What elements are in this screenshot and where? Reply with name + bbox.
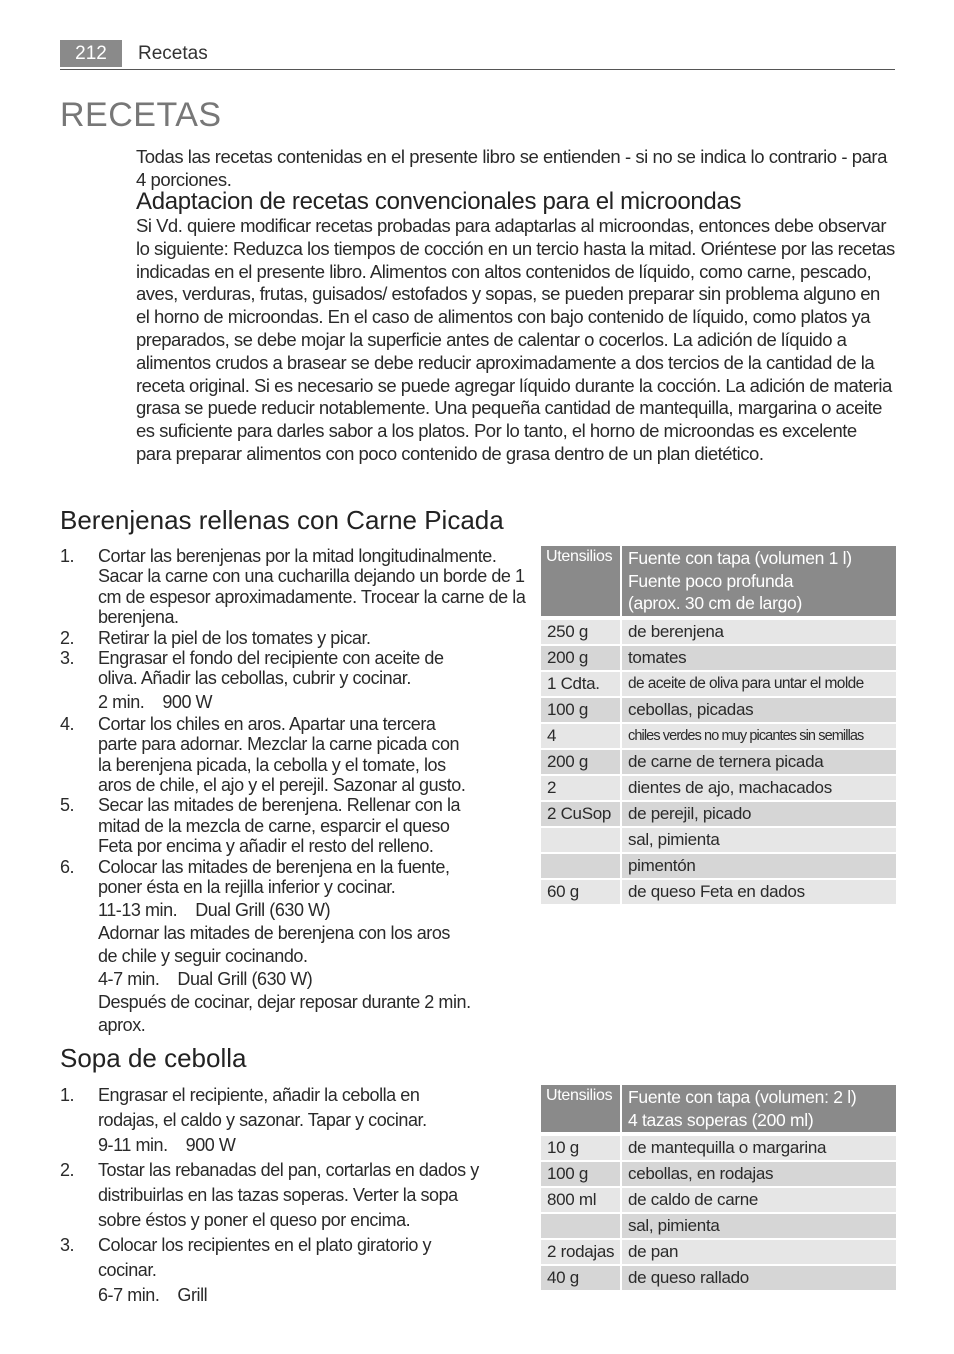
step-text: Secar las mitades de berenjena. Rellenar con la mitad de la mezcla de carne, esparcir el queso Feta por encima y añadir el resto del relleno. (98, 795, 461, 857)
step-text: Colocar las mitades de berenjena en la fuente, poner ésta en la rejilla inferior y cocinar. (98, 856, 450, 898)
ingredient-name: sal, pimienta (622, 828, 896, 852)
utensils-list (622, 1085, 896, 1132)
cooking-time: 6-7 min. (98, 1285, 160, 1305)
step-text: Cortar las berenjenas por la mitad longitudinalmente. Sacar la carne con una cucharilla dejando un borde de 1 cm de espesor aproximadamente. Trocear la carne de la berenjena. (98, 546, 526, 628)
step-item (60, 1158, 490, 1233)
step-item (60, 546, 530, 628)
ingredients-table-berenjenas (541, 546, 896, 904)
intro-paragraph: Todas las recetas contenidas en el presente libro se entienden - si no se indica lo contrario - para 4 porciones. (136, 146, 887, 190)
ingredient-qty (541, 854, 622, 878)
table-row (541, 670, 896, 696)
utensils-list (622, 546, 896, 616)
step-item (60, 648, 460, 689)
step-number: 1. (60, 1085, 75, 1105)
ingredient-qty: 2 (541, 776, 622, 800)
ingredient-qty: 60 g (541, 880, 622, 904)
ingredient-qty: 1 Cdta. (541, 672, 622, 696)
table-row (541, 1186, 896, 1212)
cooking-time: 11-13 min. (98, 899, 178, 920)
page-number: 212 (60, 40, 122, 67)
utensils-label: Utensilios (541, 546, 622, 616)
step-number: 2. (60, 1160, 75, 1180)
ingredient-name: de caldo de carne (622, 1188, 896, 1212)
ingredients-table-sopa (541, 1085, 896, 1290)
ingredient-qty: 100 g (541, 1162, 622, 1186)
cooking-setting (60, 1133, 500, 1158)
step-number: 1. (60, 546, 75, 566)
header-divider (60, 69, 895, 70)
ingredient-name: de berenjena (622, 620, 896, 644)
table-row (541, 1212, 896, 1238)
table-row (541, 1134, 896, 1160)
cooking-time: 4-7 min. (98, 968, 160, 989)
step-item (60, 795, 475, 856)
ingredient-name: cebollas, en rodajas (622, 1162, 896, 1186)
step-item (60, 1083, 460, 1133)
running-header: Recetas (138, 43, 208, 64)
utensil-line: Fuente con tapa (volumen 1 l) (628, 548, 852, 568)
step-text: Cortar los chiles en aros. Apartar una tercera parte para adornar. Mezclar la carne picada con la berenjena picada, la cebolla y el tomate, los aros de chile, el ajo y el perejil. Sazonar al gusto. (98, 713, 466, 796)
table-row (541, 1238, 896, 1264)
step-number: 3. (60, 648, 75, 669)
step-text: Colocar los recipientes en el plato giratorio y cocinar. (98, 1235, 432, 1280)
table-row (541, 618, 896, 644)
table-header (541, 546, 896, 616)
recipe-title-berenjenas: Berenjenas rellenas con Carne Picada (60, 505, 504, 535)
table-row (541, 1264, 896, 1290)
ingredient-qty: 10 g (541, 1136, 622, 1160)
utensil-line: (aprox. 30 cm de largo) (628, 593, 803, 613)
ingredient-name: chiles verdes no muy picantes sin semillas (622, 724, 896, 748)
ingredient-qty: 100 g (541, 698, 622, 722)
ingredient-qty (541, 828, 622, 852)
ingredient-qty: 800 ml (541, 1188, 622, 1212)
adaptation-paragraph: Si Vd. quiere modificar recetas probadas para adaptarlas al microondas, entonces debe observar lo siguiente: Reduzca los tiempos de cocción en un tercio hasta la mitad. Oriéntese por las recetas indicadas en el presente libro. Alimentos con altos contenidos de líquido, como carne, pescado, aves, verduras, frutas, guisados/ estofados y sopas, se pueden preparar sin problema alguno en el horno de microondas. En el caso de alimentos con bajo contenido de líquido, como platos ya preparados, se debe mojar la superficie antes de calentar o cocerlos. La adición de líquido a alimentos crudos a brasear se debe reducir aproximadamente a dos tercios de la cantidad de la receta original. Si es necesario se puede agregar líquido durante la cocción. La adición de materia grasa se puede reducir notablemente. Una pequeña cantidad de mantequilla, margarina o aceite es suficiente para darles sabor a los platos. Por lo tanto, el horno de microondas es excelente para preparar alimentos con poco contenido de grasa dentro de un plan dietético. (136, 215, 895, 464)
ingredient-qty: 2 rodajas (541, 1240, 622, 1264)
ingredient-name: de pan (622, 1240, 896, 1264)
step-number: 5. (60, 795, 75, 816)
adaptation-heading: Adaptacion de recetas convencionales para el microondas (136, 188, 742, 215)
ingredient-name: de mantequilla o margarina (622, 1136, 896, 1160)
ingredient-name: de perejil, picado (622, 802, 896, 826)
ingredient-name: cebollas, picadas (622, 698, 896, 722)
cooking-setting (60, 1283, 500, 1308)
cooking-setting (60, 899, 530, 922)
cooking-time: 2 min. (98, 691, 145, 712)
step-item (60, 857, 475, 898)
ingredient-name: de carne de ternera picada (622, 750, 896, 774)
table-row (541, 826, 896, 852)
table-row (541, 644, 896, 670)
utensil-line: 4 tazas soperas (200 ml) (628, 1109, 814, 1130)
recipe-title-sopa: Sopa de cebolla (60, 1043, 247, 1073)
ingredient-name: de aceite de oliva para untar el molde (622, 672, 896, 696)
cooking-power: 900 W (162, 691, 213, 712)
ingredient-qty: 4 (541, 724, 622, 748)
recipe-steps-berenjenas (60, 546, 530, 1037)
step-item (60, 1233, 480, 1283)
step-number: 2. (60, 627, 75, 648)
table-row (541, 878, 896, 904)
table-row (541, 722, 896, 748)
ingredient-qty: 200 g (541, 646, 622, 670)
table-row (541, 696, 896, 722)
page-title: RECETAS (60, 96, 222, 134)
table-header (541, 1085, 896, 1132)
ingredient-name: de queso rallado (622, 1266, 896, 1290)
cooking-mode: Grill (177, 1285, 208, 1305)
recipe-steps-sopa (60, 1083, 500, 1308)
ingredient-name: dientes de ajo, machacados (622, 776, 896, 800)
step-text: Engrasar el fondo del recipiente con aceite de oliva. Añadir las cebollas, cubrir y cocinar. (98, 648, 444, 689)
cooking-mode: Dual Grill (630 W) (195, 899, 331, 920)
ingredient-qty: 2 CuSop (541, 802, 622, 826)
cooking-power: 900 W (185, 1135, 236, 1155)
step-item (60, 628, 530, 648)
utensils-label: Utensilios (541, 1085, 622, 1132)
ingredient-name: de queso Feta en dados (622, 880, 896, 904)
step-text: Engrasar el recipiente, añadir la cebolla en rodajas, el caldo y sazonar. Tapar y cocinar. (98, 1085, 427, 1130)
ingredient-name: pimentón (622, 854, 896, 878)
ingredient-qty: 250 g (541, 620, 622, 644)
step-text: Retirar la piel de los tomates y picar. (98, 627, 371, 648)
table-row (541, 800, 896, 826)
table-row (541, 852, 896, 878)
utensil-line: Fuente con tapa (volumen: 2 l) (628, 1087, 857, 1107)
step-number: 4. (60, 713, 75, 734)
cooking-note: Después de cocinar, dejar reposar durante 2 min. aprox. (98, 991, 471, 1035)
utensil-line: Fuente poco profunda (628, 570, 794, 591)
ingredient-qty: 200 g (541, 750, 622, 774)
step-text: Tostar las rebanadas del pan, cortarlas en dados y distribuirlas en las tazas soperas. Verter la sopa sobre éstos y poner el queso por encima. (98, 1160, 479, 1230)
cooking-setting (60, 690, 530, 714)
cooking-mode: Dual Grill (630 W) (177, 968, 313, 989)
step-number: 6. (60, 856, 75, 877)
ingredient-name: tomates (622, 646, 896, 670)
cooking-setting (60, 968, 530, 991)
step-number: 3. (60, 1235, 75, 1255)
cooking-note: Adornar las mitades de berenjena con los aros de chile y seguir cocinando. (98, 922, 450, 966)
step-item (60, 714, 475, 796)
table-row (541, 748, 896, 774)
ingredient-name: sal, pimienta (622, 1214, 896, 1238)
ingredient-qty (541, 1214, 622, 1238)
cooking-time: 9-11 min. (98, 1135, 168, 1155)
ingredient-qty: 40 g (541, 1266, 622, 1290)
table-row (541, 774, 896, 800)
table-row (541, 1160, 896, 1186)
